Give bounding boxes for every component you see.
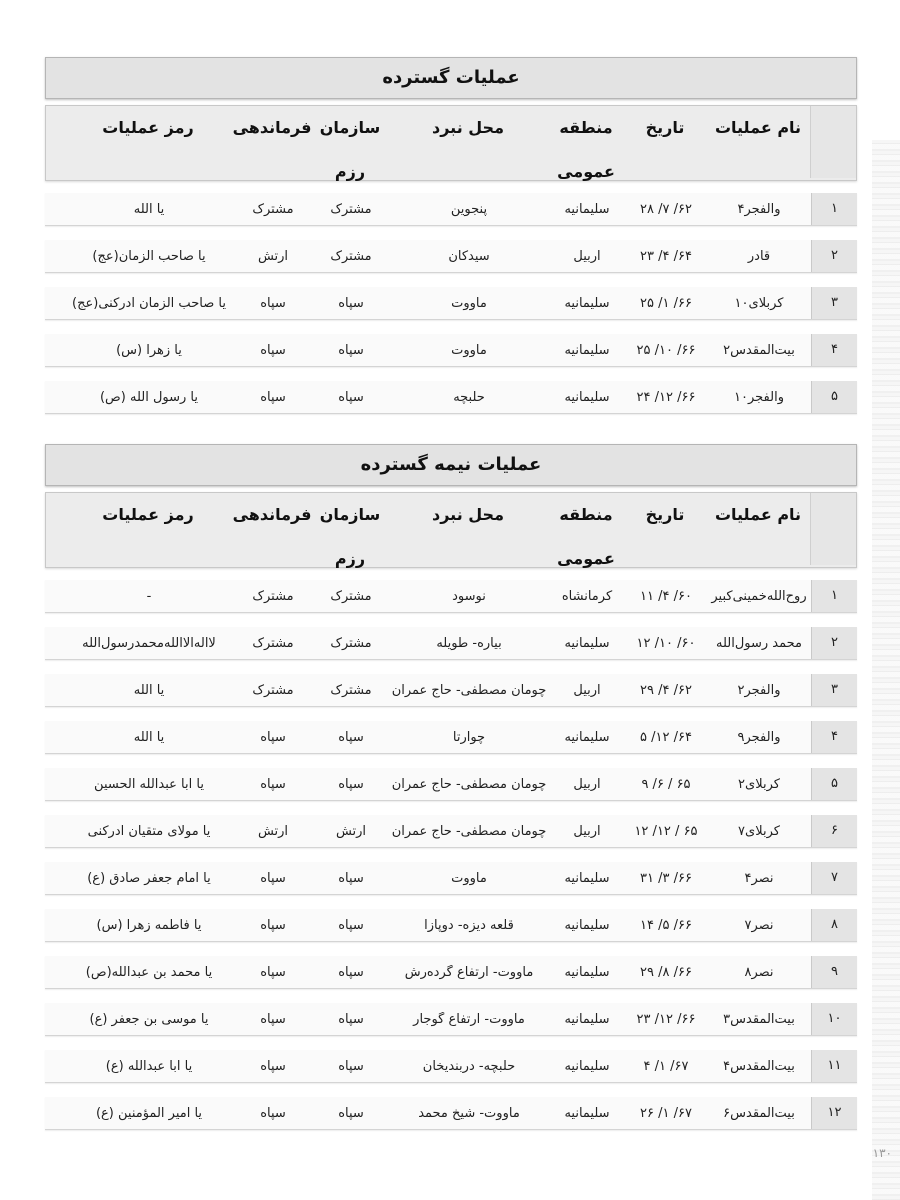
- table-cell: سپاه: [338, 389, 364, 405]
- column-header: [810, 493, 856, 565]
- table-row: [45, 815, 857, 848]
- table-cell: سپاه: [260, 917, 286, 933]
- table-cell: ۶۶/ ۱۲/ ۲۳: [636, 1011, 696, 1027]
- table-cell: ۶۴/ ۱۲/ ۵: [640, 729, 692, 745]
- table-cell: سپاه: [338, 964, 364, 980]
- table-cell: یا صاحب الزمان(عج): [92, 248, 206, 264]
- table-cell: سپاه: [338, 1058, 364, 1074]
- table-cell: یا موسی بن جعفر (ع): [89, 1011, 209, 1027]
- table-cell: یا محمد بن عبدالله(ص): [85, 964, 213, 980]
- table-cell: بیاره- طویله: [436, 635, 502, 651]
- table-cell: سپاه: [260, 776, 286, 792]
- row-number: ۲: [811, 240, 857, 272]
- table-cell: اربیل: [573, 823, 601, 839]
- table-cell: سپاه: [338, 1011, 364, 1027]
- column-header: تاریخ: [645, 118, 685, 137]
- table-cell: ماووت- ارتفاع گوجار: [413, 1011, 525, 1027]
- table-cell: ماووت- ارتفاع گرده‌رش: [404, 964, 534, 980]
- column-header: تاریخ: [645, 505, 685, 524]
- table-row: [45, 193, 857, 226]
- table-cell: سپاه: [260, 389, 286, 405]
- table-cell: ۶۲/ ۷/ ۲۸: [640, 201, 692, 217]
- table-cell: بیت‌المقدس۳: [723, 1011, 795, 1027]
- row-number: ۱۱: [811, 1050, 857, 1082]
- table-cell: ۶۶/ ۸/ ۲۹: [640, 964, 692, 980]
- table-cell: ارتش: [257, 248, 289, 264]
- table-cell: سپاه: [260, 342, 286, 358]
- table-cell: والفجر۹: [737, 729, 781, 745]
- table-cell: لااله‌الاالله‌محمدرسول‌الله: [82, 635, 216, 651]
- table-cell: روح‌الله‌خمینی‌کبیر: [711, 588, 807, 604]
- table-cell: ۶۶/ ۱/ ۲۵: [640, 295, 692, 311]
- table-cell: نصر۸: [744, 964, 774, 980]
- column-header: نام عملیات: [714, 118, 802, 137]
- table-cell: قلعه دیزه- دوپازا: [424, 917, 514, 933]
- table-semi-extensive-operations: [45, 444, 857, 1130]
- table-cell: کربلای۷: [738, 823, 780, 839]
- table-cell: سپاه: [338, 870, 364, 886]
- table-cell: یا الله: [133, 729, 165, 745]
- column-header: محل نبرد: [432, 505, 504, 524]
- table-cell: سلیمانیه: [564, 342, 610, 358]
- table-cell: سپاه: [260, 1105, 286, 1121]
- table-cell: سپاه: [338, 1105, 364, 1121]
- table-cell: سپاه: [260, 295, 286, 311]
- table-row: [45, 1003, 857, 1036]
- column-header: سازمان رزم: [319, 505, 381, 568]
- table-row: [45, 287, 857, 320]
- table-cell: اربیل: [573, 776, 601, 792]
- column-header: فرماندهی: [232, 505, 312, 524]
- table-header-row: [45, 492, 857, 568]
- row-number: ۴: [811, 334, 857, 366]
- table-cell: سپاه: [338, 729, 364, 745]
- table-cell: ارتش: [257, 823, 289, 839]
- table-cell: کربلای۱۰: [734, 295, 784, 311]
- table-cell: ۶۶/ ۱۲/ ۲۴: [636, 389, 696, 405]
- column-header: منطقه عمومی: [557, 505, 615, 568]
- column-header: فرماندهی: [232, 118, 312, 137]
- table-cell: چومان مصطفی- حاج عمران: [391, 682, 547, 698]
- table-cell: ۶۵ / ۱۲/ ۱۲: [634, 823, 698, 839]
- table-cell: ۶۵ / ۶/ ۹: [641, 776, 691, 792]
- table-cell: ۶۴/ ۴/ ۲۳: [640, 248, 692, 264]
- table-row: [45, 580, 857, 613]
- table-row: [45, 240, 857, 273]
- table-cell: ماووت: [451, 342, 487, 358]
- table-cell: سلیمانیه: [564, 295, 610, 311]
- table-cell: پنجوین: [450, 201, 488, 217]
- table-cell: مشترک: [330, 588, 372, 604]
- table-cell: مشترک: [252, 588, 294, 604]
- table-cell: والفجر۲: [737, 682, 781, 698]
- table-cell: کرمانشاه: [561, 588, 613, 604]
- column-header: محل نبرد: [432, 118, 504, 137]
- table-cell: ۶۷/ ۱/ ۴: [643, 1058, 689, 1074]
- table-header-row: [45, 105, 857, 181]
- table-cell: ۶۶/ ۳/ ۳۱: [640, 870, 692, 886]
- table-cell: سلیمانیه: [564, 1011, 610, 1027]
- table-cell: ۶۰/ ۱۰/ ۱۲: [636, 635, 696, 651]
- table-cell: سلیمانیه: [564, 729, 610, 745]
- table-cell: حلبچه- دربندیخان: [422, 1058, 516, 1074]
- table-cell: مشترک: [252, 635, 294, 651]
- table-cell: یا امام جعفر صادق (ع): [87, 870, 211, 886]
- row-number: ۵: [811, 768, 857, 800]
- table-cell: والفجر۴: [737, 201, 781, 217]
- table-cell: سپاه: [338, 917, 364, 933]
- table-cell: نوسود: [452, 588, 486, 604]
- table-cell: ۶۰/ ۴/ ۱۱: [640, 588, 692, 604]
- table-row: [45, 862, 857, 895]
- table-cell: سپاه: [260, 1011, 286, 1027]
- table-cell: چوارتا: [452, 729, 486, 745]
- table-cell: بیت‌المقدس۶: [723, 1105, 795, 1121]
- column-header: [810, 106, 856, 178]
- row-number: ۳: [811, 674, 857, 706]
- table-title: عملیات نیمه گسترده: [45, 444, 857, 486]
- column-header: منطقه عمومی: [557, 118, 615, 181]
- row-number: ۸: [811, 909, 857, 941]
- row-number: ۶: [811, 815, 857, 847]
- table-cell: حلبچه: [453, 389, 485, 405]
- table-row: [45, 909, 857, 942]
- table-row: [45, 627, 857, 660]
- table-cell: سلیمانیه: [564, 1105, 610, 1121]
- table-row: [45, 768, 857, 801]
- table-cell: سپاه: [260, 964, 286, 980]
- table-cell: ماووت- شیخ محمد: [418, 1105, 520, 1121]
- table-cell: یا امیر المؤمنین (ع): [95, 1105, 203, 1121]
- table-row: [45, 956, 857, 989]
- table-cell: چومان مصطفی- حاج عمران: [391, 776, 547, 792]
- row-number: ۱۲: [811, 1097, 857, 1129]
- table-cell: مشترک: [252, 201, 294, 217]
- row-number: ۴: [811, 721, 857, 753]
- table-cell: سپاه: [260, 870, 286, 886]
- table-cell: سلیمانیه: [564, 389, 610, 405]
- table-cell: اربیل: [573, 682, 601, 698]
- table-cell: سپاه: [338, 342, 364, 358]
- table-cell: یا رسول الله (ص): [99, 389, 198, 405]
- table-cell: بیت‌المقدس۴: [723, 1058, 795, 1074]
- row-number: ۹: [811, 956, 857, 988]
- table-cell: یا زهرا (س): [116, 342, 182, 358]
- table-cell: مشترک: [330, 635, 372, 651]
- page-number: ۱۳۰: [872, 1146, 892, 1160]
- table-cell: یا الله: [133, 682, 165, 698]
- column-header: رمز عملیات: [102, 118, 194, 137]
- table-row: [45, 674, 857, 707]
- table-cell: یا الله: [133, 201, 165, 217]
- table-cell: یا فاطمه زهرا (س): [96, 917, 202, 933]
- table-row: [45, 1050, 857, 1083]
- table-cell: مشترک: [330, 201, 372, 217]
- table-cell: ۶۷/ ۱/ ۲۶: [640, 1105, 692, 1121]
- column-header: نام عملیات: [714, 505, 802, 524]
- table-cell: سلیمانیه: [564, 635, 610, 651]
- side-margin-decoration: [872, 140, 900, 1200]
- table-title: عملیات گسترده: [45, 57, 857, 99]
- row-number: ۳: [811, 287, 857, 319]
- table-cell: سلیمانیه: [564, 1058, 610, 1074]
- table-cell: مشترک: [330, 248, 372, 264]
- table-cell: چومان مصطفی- حاج عمران: [391, 823, 547, 839]
- table-row: [45, 334, 857, 367]
- table-cell: نصر۴: [744, 870, 774, 886]
- row-number: ۱: [811, 193, 857, 225]
- table-cell: سلیمانیه: [564, 870, 610, 886]
- table-cell: سپاه: [338, 776, 364, 792]
- table-cell: ۶۲/ ۴/ ۲۹: [640, 682, 692, 698]
- table-cell: سیدکان: [448, 248, 490, 264]
- row-number: ۵: [811, 381, 857, 413]
- table-cell: مشترک: [330, 682, 372, 698]
- table-cell: سپاه: [260, 729, 286, 745]
- table-row: [45, 381, 857, 414]
- table-cell: سلیمانیه: [564, 917, 610, 933]
- table-cell: اربیل: [573, 248, 601, 264]
- table-cell: محمد رسول‌الله: [715, 635, 802, 651]
- table-extensive-operations: [45, 57, 857, 414]
- table-cell: ۶۶/ ۵/ ۱۴: [640, 917, 692, 933]
- table-cell: -: [146, 588, 152, 604]
- table-row: [45, 721, 857, 754]
- table-cell: مشترک: [252, 682, 294, 698]
- table-cell: ارتش: [335, 823, 367, 839]
- row-number: ۲: [811, 627, 857, 659]
- table-cell: ماووت: [451, 870, 487, 886]
- table-cell: سپاه: [338, 295, 364, 311]
- table-cell: یا صاحب الزمان ادرکنی(عج): [72, 295, 226, 311]
- table-cell: قادر: [747, 248, 771, 264]
- table-cell: ۶۶/ ۱۰/ ۲۵: [636, 342, 696, 358]
- column-header: سازمان رزم: [319, 118, 381, 181]
- table-cell: سلیمانیه: [564, 201, 610, 217]
- table-cell: یا ابا عبدالله الحسین: [94, 776, 204, 792]
- table-cell: یا مولای متقیان ادرکنی: [87, 823, 211, 839]
- table-cell: کربلای۲: [738, 776, 780, 792]
- table-cell: سلیمانیه: [564, 964, 610, 980]
- table-row: [45, 1097, 857, 1130]
- table-cell: یا ابا عبدالله (ع): [105, 1058, 193, 1074]
- column-header: رمز عملیات: [102, 505, 194, 524]
- table-cell: بیت‌المقدس۲: [723, 342, 795, 358]
- row-number: ۱: [811, 580, 857, 612]
- row-number: ۱۰: [811, 1003, 857, 1035]
- table-cell: ماووت: [451, 295, 487, 311]
- table-cell: نصر۷: [744, 917, 774, 933]
- table-cell: والفجر۱۰: [734, 389, 784, 405]
- row-number: ۷: [811, 862, 857, 894]
- table-cell: سپاه: [260, 1058, 286, 1074]
